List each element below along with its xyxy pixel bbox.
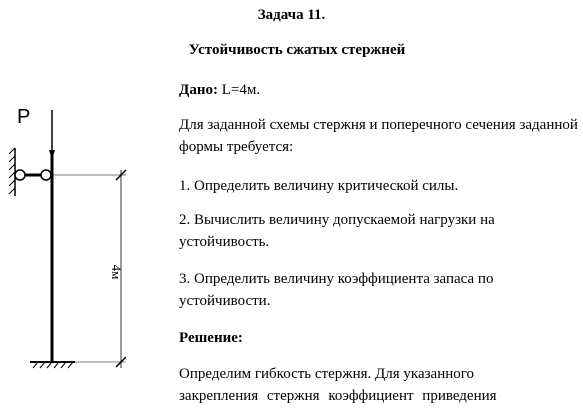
dimension-label: 4м (109, 264, 124, 280)
column-diagram (0, 90, 140, 380)
task-item-1: 1. Определить величину критической силы. (179, 178, 459, 194)
solution-heading: Решение: (179, 330, 243, 346)
force-label: P (17, 106, 31, 128)
wall-support (9, 148, 15, 196)
force-arrow (49, 110, 55, 160)
given-label: Дано: (179, 82, 218, 98)
given-line (179, 79, 260, 101)
solution-line-1: Определим гибкость стержня. Для указанного (179, 366, 475, 382)
problem-title: Задача 11. (257, 7, 326, 23)
solution-paragraph (179, 363, 579, 407)
fixed-base (30, 362, 75, 368)
given-value: L=4м. (221, 82, 261, 98)
intro-paragraph: Для заданной схемы стержня и поперечного сечения заданной формы требуется: (179, 117, 578, 155)
task-item-3: 3. Определить величину коэффициента запаса по устойчивости. (179, 271, 494, 309)
task-item-2: 2. Вычислить величину допускаемой нагрузки на устойчивость. (179, 212, 495, 250)
problem-subtitle: Устойчивость сжатых стержней (188, 42, 406, 58)
solution-line-2: закрепления стержня коэффициент приведения (179, 388, 497, 404)
pin-link (15, 170, 51, 180)
